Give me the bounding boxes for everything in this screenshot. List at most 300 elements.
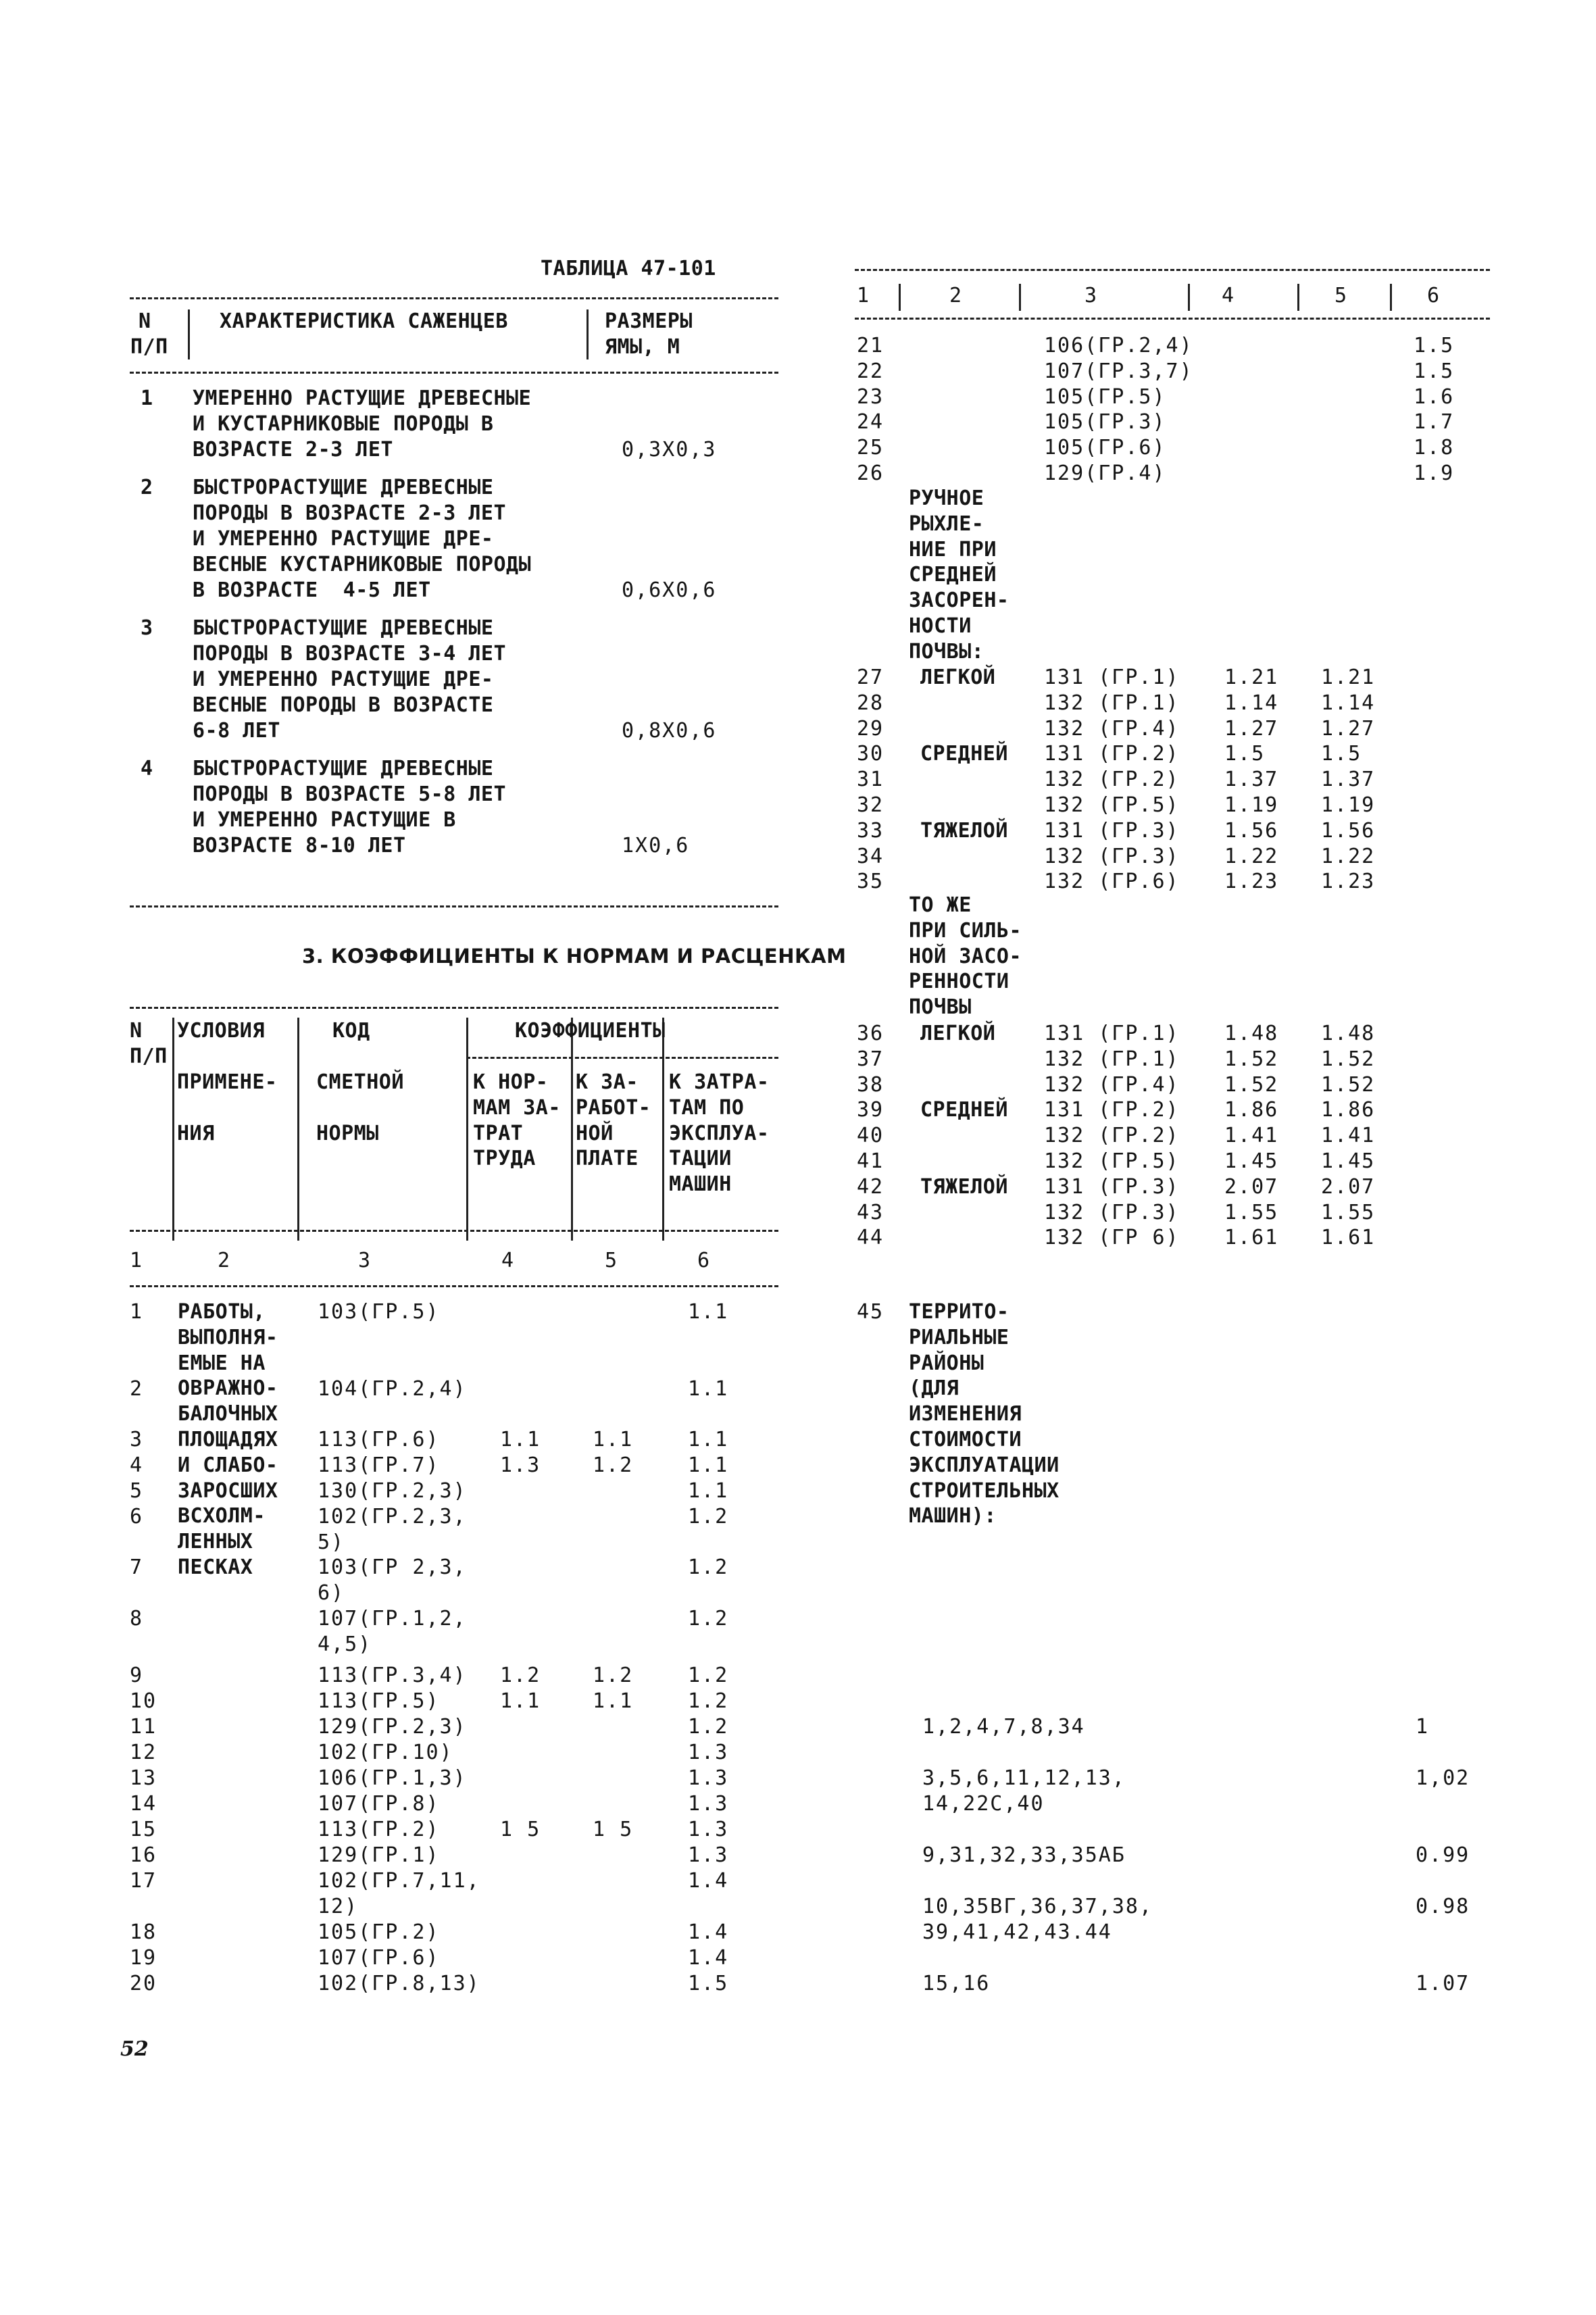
region-coefficient: 0.99 — [1416, 1843, 1470, 1867]
coef-wages: 1.2 — [593, 1453, 634, 1477]
col-header-code: КОД — [332, 1019, 370, 1043]
region-coefficient: 1,02 — [1416, 1766, 1470, 1790]
region-list: 15,16 — [922, 1972, 991, 1995]
row-number: 20 — [130, 1972, 157, 1995]
norm-code: 106(ГР.1,3) — [318, 1766, 467, 1790]
row-number: 18 — [130, 1920, 157, 1944]
coef-labor: 1.56 — [1224, 818, 1279, 843]
seedling-description: И УМЕРЕННО РАСТУЩИЕ В — [193, 808, 456, 832]
column-separator — [172, 1018, 174, 1241]
norm-code: 113(ГР.5) — [318, 1689, 440, 1713]
seedling-description: В ВОЗРАСТЕ 4-5 ЛЕТ — [193, 578, 431, 602]
row-number: 24 — [857, 410, 884, 434]
condition-text: РЕННОСТИ — [909, 970, 1009, 994]
condition-text: ВСХОЛМ- — [178, 1504, 266, 1528]
row-number: 22 — [857, 359, 884, 383]
norm-code: 132 (ГР.5) — [1044, 793, 1180, 817]
row-number: 23 — [857, 384, 884, 409]
col-header-labor: МАМ ЗА- — [473, 1095, 561, 1120]
row-number: 11 — [130, 1715, 157, 1739]
col-header-machines: ЭКСПЛУА- — [669, 1121, 770, 1145]
table-top-rule — [855, 269, 1490, 271]
norm-code: 132 (ГР.2) — [1044, 768, 1180, 792]
col-header-machines: ТАЦИИ — [669, 1147, 732, 1171]
coef-machines: 1.3 — [688, 1741, 729, 1764]
condition-text: ИЗМЕНЕНИЯ — [909, 1402, 1022, 1426]
coef-machines: 1.5 — [688, 1972, 729, 1995]
column-number: 6 — [697, 1249, 712, 1272]
row-number: 2 — [130, 1377, 144, 1401]
coef-wages: 1.2 — [593, 1664, 634, 1687]
coef-labor: 1.1 — [500, 1689, 541, 1713]
row-number: 13 — [130, 1766, 157, 1790]
norm-code: 131 (ГР.3) — [1044, 818, 1180, 843]
column-separator — [1390, 284, 1392, 311]
coef-labor: 1.61 — [1224, 1226, 1279, 1250]
coef-machines: 1.2 — [688, 1689, 729, 1713]
condition-text: ЕМЫЕ НА — [178, 1351, 266, 1375]
norm-code: 102(ГР.10) — [318, 1741, 453, 1764]
column-separator — [466, 1018, 468, 1241]
region-list: 39,41,42,43.44 — [922, 1920, 1112, 1944]
seedling-description: ПОРОДЫ В ВОЗРАСТЕ 3-4 ЛЕТ — [193, 642, 507, 666]
norm-code: 107(ГР.3,7) — [1044, 359, 1193, 383]
page-number: 52 — [120, 2037, 149, 2061]
col-header-code: НОРМЫ — [316, 1122, 379, 1145]
col-header-labor: ТРАТ — [473, 1121, 524, 1145]
coef-wages: 1.23 — [1321, 870, 1376, 894]
norm-code: 129(ГР.2,3) — [318, 1715, 467, 1739]
column-separator — [662, 1018, 664, 1241]
coef-machines: 1.3 — [688, 1818, 729, 1841]
seedling-description: 6-8 ЛЕТ — [193, 718, 280, 743]
region-coefficient: 0.98 — [1416, 1895, 1470, 1918]
coef-labor: 1.1 — [500, 1428, 541, 1451]
coef-labor: 1.3 — [500, 1453, 541, 1477]
coef-labor: 1.5 — [1224, 742, 1266, 766]
region-list: 10,35ВГ,36,37,38, — [922, 1895, 1153, 1918]
condition-text: РУЧНОЕ — [909, 487, 984, 510]
coef-labor: 1.27 — [1224, 716, 1279, 741]
norm-code: 4,5) — [318, 1632, 372, 1656]
coef-wages: 1.61 — [1321, 1226, 1376, 1250]
col-header-conditions: ПРИМЕНЕ- — [177, 1070, 278, 1094]
coef-labor: 1.55 — [1224, 1200, 1279, 1224]
col-header-size: ЯМЫ, М — [605, 335, 680, 359]
row-number: 12 — [130, 1741, 157, 1764]
coef-subrule — [466, 1057, 778, 1059]
col-header-conditions: НИЯ — [177, 1122, 215, 1145]
coef-labor: 1.23 — [1224, 870, 1279, 894]
norm-code: 102(ГР.8,13) — [318, 1972, 480, 1995]
col-header-machines: К ЗАТРА- — [669, 1070, 770, 1094]
norm-code: 113(ГР.7) — [318, 1453, 440, 1477]
coef-machines: 1.8 — [1414, 436, 1455, 460]
norm-code: 132 (ГР 6) — [1044, 1226, 1180, 1250]
coef-labor: 1.86 — [1224, 1098, 1279, 1122]
norm-code: 132 (ГР.3) — [1044, 844, 1180, 868]
col-header-wages: ПЛАТЕ — [576, 1147, 639, 1171]
coef-wages: 1.1 — [593, 1689, 634, 1713]
header-subrule — [130, 1230, 778, 1232]
column-separator — [1297, 284, 1299, 311]
coef-wages: 1.5 — [1321, 742, 1362, 766]
norm-code: 106(ГР.2,4) — [1044, 334, 1193, 357]
norm-code: 105(ГР.5) — [1044, 384, 1166, 409]
column-separator — [587, 309, 589, 359]
coef-machines: 1.4 — [688, 1869, 729, 1893]
coef-wages: 1.52 — [1321, 1047, 1376, 1071]
coef-labor: 1.37 — [1224, 768, 1279, 792]
column-number: 5 — [605, 1249, 619, 1272]
condition-text: СРЕДНЕЙ — [909, 563, 997, 587]
coef-labor: 1.52 — [1224, 1072, 1279, 1097]
coef-machines: 1.7 — [1414, 410, 1455, 434]
condition-text: РЫХЛЕ- — [909, 512, 984, 536]
col-header-labor: К НОР- — [473, 1070, 549, 1094]
coef-labor: 1.52 — [1224, 1047, 1279, 1071]
col-header-wages: НОЙ — [576, 1121, 614, 1145]
norm-code: 131 (ГР.3) — [1044, 1174, 1180, 1199]
row-number: 35 — [857, 870, 884, 894]
condition-text: РАБОТЫ, — [178, 1300, 266, 1324]
condition-text: РИАЛЬНЫЕ — [909, 1325, 1009, 1349]
region-coefficient: 1.07 — [1416, 1972, 1470, 1995]
row-number: 39 — [857, 1098, 884, 1122]
column-number: 2 — [218, 1249, 232, 1272]
seedling-description: ВЕСНЫЕ ПОРОДЫ В ВОЗРАСТЕ — [193, 693, 494, 717]
condition-text: РАЙОНЫ — [909, 1351, 984, 1375]
region-list: 1,2,4,7,8,34 — [922, 1715, 1085, 1739]
coef-labor: 1.19 — [1224, 793, 1279, 817]
column-number: 3 — [1084, 284, 1099, 307]
coef-labor: 1.45 — [1224, 1149, 1279, 1173]
pit-size: 0,6Х0,6 — [622, 578, 717, 602]
coef-machines: 1.3 — [688, 1792, 729, 1816]
row-number: 27 — [857, 666, 884, 689]
row-number: 29 — [857, 716, 884, 741]
column-number: 3 — [358, 1249, 372, 1272]
norm-code: 132 (ГР.2) — [1044, 1124, 1180, 1148]
norm-code: 105(ГР.6) — [1044, 436, 1166, 460]
coef-wages: 1.37 — [1321, 768, 1376, 792]
row-number: 30 — [857, 742, 884, 766]
norm-code: 131 (ГР.1) — [1044, 1022, 1180, 1045]
condition-text: ВЫПОЛНЯ- — [178, 1325, 278, 1349]
norm-code: 103(ГР.5) — [318, 1300, 440, 1324]
norm-code: 132 (ГР.6) — [1044, 870, 1180, 894]
norm-code: 103(ГР 2,3, — [318, 1555, 467, 1579]
norm-code: 107(ГР.8) — [318, 1792, 440, 1816]
coef-wages: 1.21 — [1321, 666, 1376, 689]
col-header-wages: РАБОТ- — [576, 1095, 651, 1120]
row-number: 6 — [130, 1505, 144, 1528]
row-number: 21 — [857, 334, 884, 357]
row-number: 28 — [857, 691, 884, 715]
condition-text: ТЕРРИТО- — [909, 1300, 1009, 1324]
row-number: 17 — [130, 1869, 157, 1893]
region-list: 14,22С,40 — [922, 1791, 1045, 1816]
coef-machines: 1.1 — [688, 1377, 729, 1401]
coef-wages: 1.41 — [1321, 1124, 1376, 1148]
row-number: 2 — [141, 476, 153, 500]
header-rule — [130, 372, 778, 374]
coef-machines: 1.2 — [688, 1505, 729, 1528]
col-header-size: РАЗМЕРЫ — [605, 309, 693, 333]
norm-code: 132 (ГР.1) — [1044, 1047, 1180, 1071]
coef-wages: 1.48 — [1321, 1022, 1376, 1045]
condition-text: ПОЧВЫ — [909, 995, 972, 1020]
seedling-description: БЫСТРОРАСТУЩИЕ ДРЕВЕСНЫЕ — [193, 616, 494, 641]
norm-code: 107(ГР.1,2, — [318, 1607, 467, 1631]
coef-wages: 1.45 — [1321, 1149, 1376, 1173]
row-number: 7 — [130, 1555, 144, 1579]
condition-text: ЭКСПЛУАТАЦИИ — [909, 1453, 1059, 1477]
table-top-rule — [130, 297, 778, 299]
column-number: 6 — [1427, 284, 1441, 307]
table-top-rule — [130, 1007, 778, 1009]
row-number: 36 — [857, 1022, 884, 1045]
coef-machines: 1.2 — [688, 1607, 729, 1631]
row-number: 44 — [857, 1226, 884, 1250]
column-number: 1 — [857, 284, 871, 307]
norm-code: 132 (ГР.4) — [1044, 1072, 1180, 1097]
col-header-n: N — [130, 1019, 143, 1043]
col-header-wages: К ЗА- — [576, 1070, 639, 1094]
region-list: 9,31,32,33,35АБ — [922, 1843, 1126, 1867]
coef-wages: 1.52 — [1321, 1072, 1376, 1097]
condition-text: МАШИН): — [909, 1504, 997, 1528]
norm-code: 6) — [318, 1580, 345, 1605]
row-number: 45 — [857, 1300, 884, 1324]
column-separator — [188, 309, 190, 359]
row-number: 3 — [141, 616, 153, 641]
row-number: 4 — [130, 1453, 144, 1477]
row-number: 5 — [130, 1479, 144, 1503]
condition-text: ЗАРОСШИХ — [178, 1478, 278, 1503]
norm-code: 132 (ГР.3) — [1044, 1200, 1180, 1224]
row-number: 16 — [130, 1843, 157, 1867]
seedling-description: ВЕСНЫЕ КУСТАРНИКОВЫЕ ПОРОДЫ — [193, 552, 532, 576]
norm-code: 129(ГР.1) — [318, 1843, 440, 1867]
norm-code: 132 (ГР.5) — [1044, 1149, 1180, 1173]
column-separator — [297, 1018, 299, 1241]
condition-text: СТРОИТЕЛЬНЫХ — [909, 1478, 1059, 1503]
coef-wages: 1.14 — [1321, 691, 1376, 715]
norm-code: 5) — [318, 1530, 345, 1554]
row-number: 40 — [857, 1124, 884, 1148]
coef-machines: 1.1 — [688, 1428, 729, 1451]
coef-wages: 1.22 — [1321, 844, 1376, 868]
coef-wages: 1 5 — [593, 1818, 634, 1841]
row-number: 25 — [857, 436, 884, 460]
section-title: 3. КОЭФФИЦИЕНТЫ К НОРМАМ И РАСЦЕНКАМ — [302, 945, 847, 968]
seedling-description: И КУСТАРНИКОВЫЕ ПОРОДЫ В — [193, 412, 494, 436]
col-header-coefficients: КОЭФФИЦИЕНТЫ — [515, 1019, 666, 1043]
coef-machines: 1.1 — [688, 1479, 729, 1503]
region-list: 3,5,6,11,12,13, — [922, 1766, 1126, 1790]
condition-text: И СЛАБО- — [178, 1453, 278, 1477]
row-number: 26 — [857, 462, 884, 485]
table-bottom-rule — [130, 905, 778, 907]
coef-machines: 1.5 — [1414, 359, 1455, 383]
col-header-conditions: УСЛОВИЯ — [177, 1019, 265, 1043]
row-number: 15 — [130, 1818, 157, 1841]
norm-code: 113(ГР.3,4) — [318, 1664, 467, 1687]
condition-text: (ДЛЯ — [909, 1376, 959, 1401]
norm-code: 131 (ГР.2) — [1044, 742, 1180, 766]
norm-code: 132 (ГР.1) — [1044, 691, 1180, 715]
norm-code: 104(ГР.2,4) — [318, 1377, 467, 1401]
column-number: 4 — [1222, 284, 1236, 307]
coef-machines: 1.4 — [688, 1946, 729, 1970]
coef-wages: 1.56 — [1321, 818, 1376, 843]
column-separator — [571, 1018, 573, 1241]
coef-machines: 1.2 — [688, 1555, 729, 1579]
table-title: ТАБЛИЦА 47-101 — [541, 257, 716, 280]
coef-machines: 1.1 — [688, 1453, 729, 1477]
coef-labor: 1.22 — [1224, 844, 1279, 868]
condition-text: НОСТИ — [909, 614, 972, 638]
row-number: 32 — [857, 793, 884, 817]
soil-class: ТЯЖЕЛОЙ — [920, 1174, 1008, 1199]
col-header-n: N — [139, 309, 151, 333]
condition-text: ОВРАЖНО- — [178, 1376, 278, 1401]
column-number: 5 — [1335, 284, 1349, 307]
row-number: 37 — [857, 1047, 884, 1071]
condition-text: ТО ЖЕ — [909, 893, 972, 917]
seedling-description: И УМЕРЕННО РАСТУЩИЕ ДРЕ- — [193, 527, 494, 551]
coef-labor: 1.2 — [500, 1664, 541, 1687]
coef-labor: 1.21 — [1224, 666, 1279, 689]
norm-code: 113(ГР.2) — [318, 1818, 440, 1841]
coef-labor: 2.07 — [1224, 1174, 1279, 1199]
row-number: 9 — [130, 1664, 144, 1687]
pit-size: 0,3Х0,3 — [622, 437, 717, 462]
column-number: 4 — [501, 1249, 516, 1272]
norm-code: 105(ГР.2) — [318, 1920, 440, 1944]
row-number: 34 — [857, 844, 884, 868]
col-header-labor: ТРУДА — [473, 1147, 536, 1171]
column-separator — [1188, 284, 1190, 311]
coef-machines: 1.5 — [1414, 334, 1455, 357]
condition-text: СТОИМОСТИ — [909, 1428, 1022, 1451]
pit-size: 1Х0,6 — [622, 833, 690, 857]
coef-wages: 1.19 — [1321, 793, 1376, 817]
row-number: 1 — [141, 387, 153, 410]
soil-class: ТЯЖЕЛОЙ — [920, 818, 1008, 843]
header-rule — [130, 1285, 778, 1287]
row-number: 43 — [857, 1200, 884, 1224]
row-number: 19 — [130, 1946, 157, 1970]
row-number: 14 — [130, 1792, 157, 1816]
coef-labor: 1.14 — [1224, 691, 1279, 715]
region-coefficient: 1 — [1416, 1715, 1430, 1739]
coef-wages: 1.86 — [1321, 1098, 1376, 1122]
coef-wages: 1.27 — [1321, 716, 1376, 741]
soil-class: СРЕДНЕЙ — [920, 1098, 1008, 1122]
seedling-description: И УМЕРЕННО РАСТУЩИЕ ДРЕ- — [193, 668, 494, 691]
coef-machines: 1.3 — [688, 1766, 729, 1790]
condition-text: ПРИ СИЛЬ- — [909, 918, 1022, 943]
coef-machines: 1.1 — [688, 1300, 729, 1324]
column-separator — [1019, 284, 1021, 311]
norm-code: 130(ГР.2,3) — [318, 1479, 467, 1503]
seedling-description: БЫСТРОРАСТУЩИЕ ДРЕВЕСНЫЕ — [193, 757, 494, 781]
norm-code: 102(ГР.2,3, — [318, 1505, 467, 1528]
seedling-description: ПОРОДЫ В ВОЗРАСТЕ 2-3 ЛЕТ — [193, 501, 507, 526]
condition-text: НИЕ ПРИ — [909, 537, 997, 562]
norm-code: 131 (ГР.2) — [1044, 1098, 1180, 1122]
seedling-description: УМЕРЕННО РАСТУЩИЕ ДРЕВЕСНЫЕ — [193, 387, 532, 410]
coef-labor: 1.41 — [1224, 1124, 1279, 1148]
coef-machines: 1.3 — [688, 1843, 729, 1867]
coef-wages: 1.1 — [593, 1428, 634, 1451]
condition-text: БАЛОЧНЫХ — [178, 1402, 278, 1426]
condition-text: ПОЧВЫ: — [909, 639, 984, 664]
column-number: 1 — [130, 1249, 144, 1272]
seedling-description: БЫСТРОРАСТУЩИЕ ДРЕВЕСНЫЕ — [193, 476, 494, 500]
seedling-description: ПОРОДЫ В ВОЗРАСТЕ 5-8 ЛЕТ — [193, 782, 507, 807]
norm-code: 107(ГР.6) — [318, 1946, 440, 1970]
row-number: 4 — [141, 757, 153, 781]
norm-code: 131 (ГР.1) — [1044, 666, 1180, 689]
coef-machines: 1.4 — [688, 1920, 729, 1944]
norm-code: 102(ГР.7,11, — [318, 1869, 480, 1893]
soil-class: СРЕДНЕЙ — [920, 742, 1008, 766]
norm-code: 129(ГР.4) — [1044, 462, 1166, 485]
row-number: 41 — [857, 1149, 884, 1173]
col-header-n: П/П — [130, 1045, 168, 1068]
row-number: 42 — [857, 1174, 884, 1199]
row-number: 38 — [857, 1072, 884, 1097]
norm-code: 105(ГР.3) — [1044, 410, 1166, 434]
norm-code: 12) — [318, 1894, 359, 1918]
col-header-machines: МАШИН — [669, 1172, 732, 1197]
condition-text: ПЕСКАХ — [178, 1555, 253, 1579]
soil-class: ЛЕГКОЙ — [920, 666, 996, 689]
coef-machines: 1.2 — [688, 1715, 729, 1739]
column-separator — [899, 284, 901, 311]
col-header-n: П/П — [130, 335, 168, 359]
soil-class: ЛЕГКОЙ — [920, 1022, 996, 1045]
row-number: 10 — [130, 1689, 157, 1713]
col-header-machines: ТАМ ПО — [669, 1095, 745, 1120]
coef-machines: 1.2 — [688, 1664, 729, 1687]
coef-machines: 1.9 — [1414, 462, 1455, 485]
header-rule — [855, 318, 1490, 320]
row-number: 8 — [130, 1607, 144, 1631]
row-number: 31 — [857, 768, 884, 792]
pit-size: 0,8Х0,6 — [622, 718, 717, 743]
condition-text: НОЙ ЗАСО- — [909, 944, 1022, 968]
column-number: 2 — [949, 284, 964, 307]
coef-wages: 1.55 — [1321, 1200, 1376, 1224]
seedling-description: ВОЗРАСТЕ 8-10 ЛЕТ — [193, 833, 406, 857]
coef-wages: 2.07 — [1321, 1174, 1376, 1199]
norm-code: 113(ГР.6) — [318, 1428, 440, 1451]
coef-labor: 1.48 — [1224, 1022, 1279, 1045]
norm-code: 132 (ГР.4) — [1044, 716, 1180, 741]
condition-text: ЛЕННЫХ — [178, 1530, 253, 1554]
row-number: 3 — [130, 1428, 144, 1451]
seedling-description: ВОЗРАСТЕ 2-3 ЛЕТ — [193, 437, 393, 462]
condition-text: ЗАСОРЕН- — [909, 589, 1009, 613]
condition-text: ПЛОЩАДЯХ — [178, 1428, 278, 1451]
row-number: 1 — [130, 1300, 144, 1324]
col-header-code: СМЕТНОЙ — [316, 1070, 404, 1094]
coef-labor: 1 5 — [500, 1818, 541, 1841]
